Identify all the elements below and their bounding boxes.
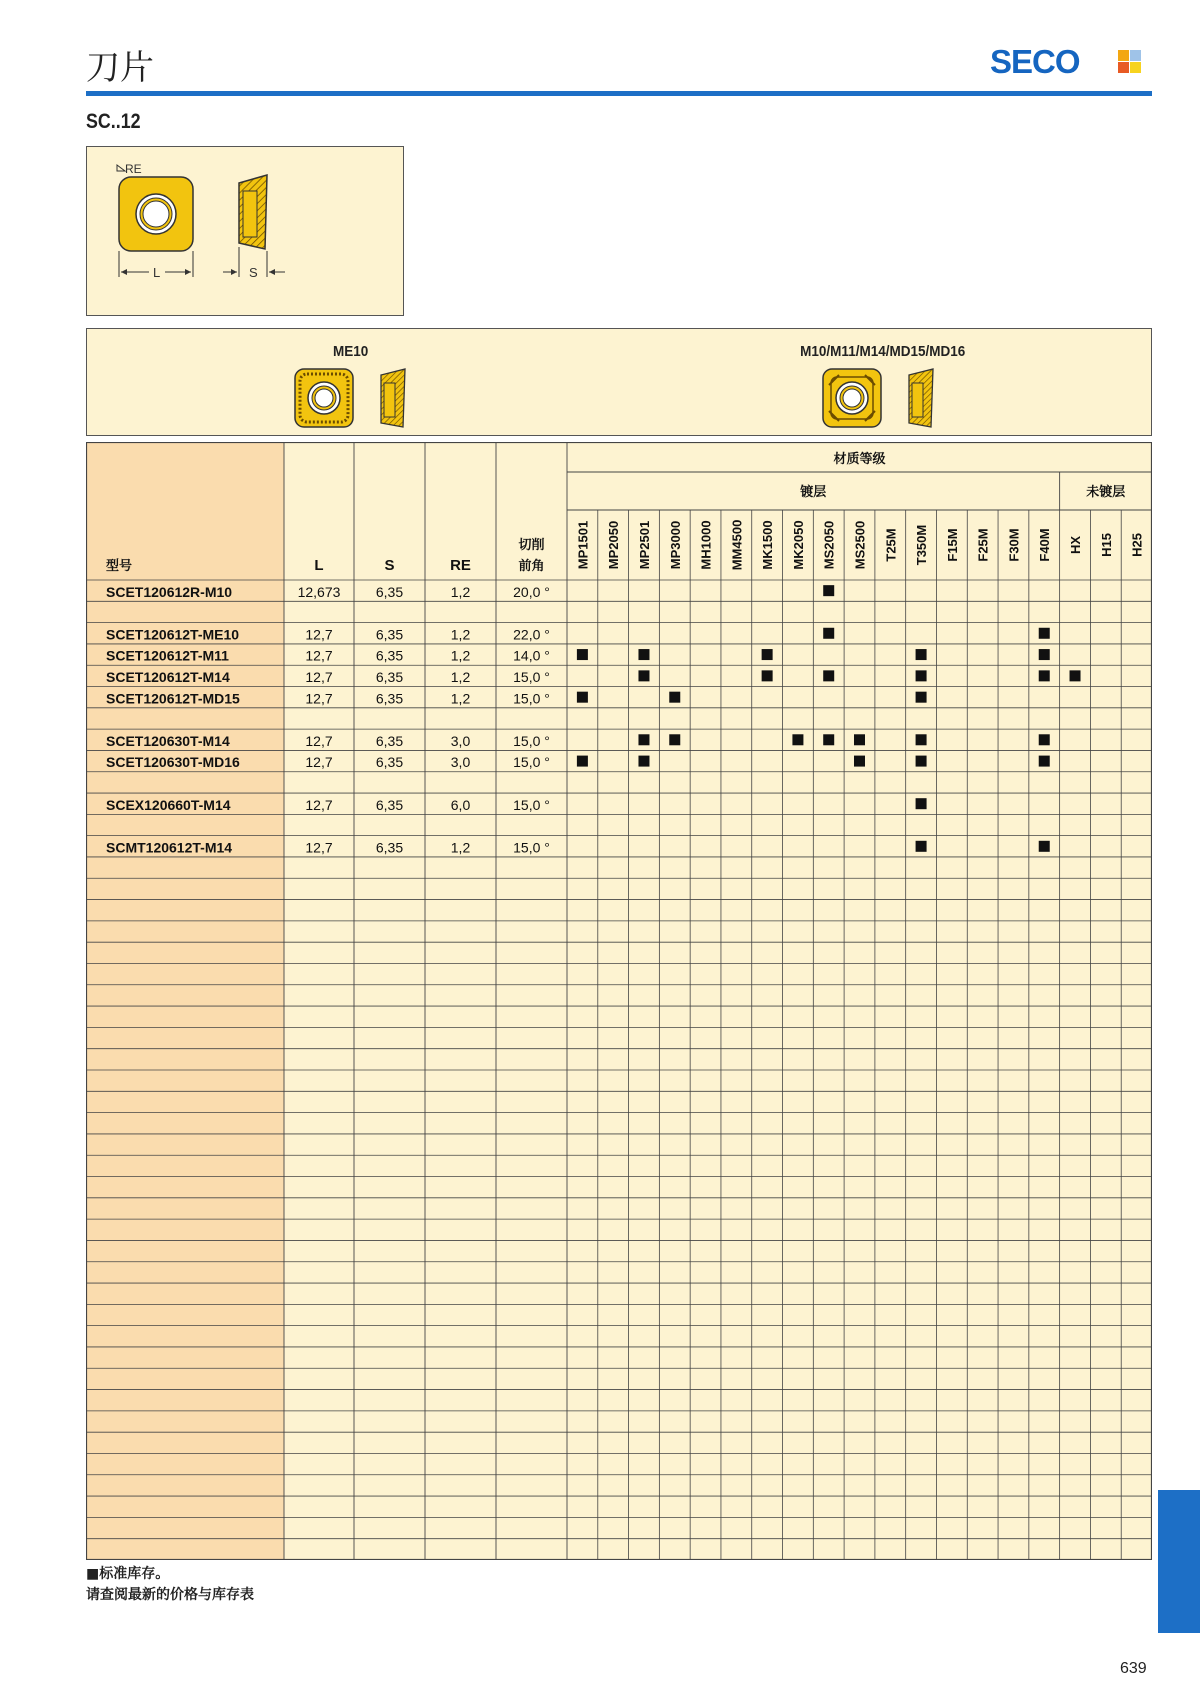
seco-logo: [990, 44, 1150, 80]
grade-header-mk2050: MK2050: [790, 520, 806, 570]
l-cell: 12,7: [305, 732, 333, 749]
re-cell: 1,2: [450, 647, 471, 664]
variant-label-m-series: M10/M11/M14/MD15/MD16: [800, 343, 966, 360]
stock-marker: [638, 670, 649, 681]
model-cell: SCEX120660T-M14: [106, 796, 231, 813]
s-cell: 6,35: [375, 754, 404, 771]
header-l: L: [314, 557, 324, 574]
header-model: 型号: [106, 558, 133, 573]
header-s: S: [384, 557, 395, 574]
header-rule: [86, 91, 1152, 96]
re-cell: 1,2: [450, 583, 471, 600]
l-cell: 12,7: [305, 647, 333, 664]
section-tab: [1158, 1490, 1200, 1633]
header-material-grade: 材质等级: [833, 451, 886, 466]
model-cell: SCET120630T-M14: [106, 732, 230, 749]
model-column-background: [86, 442, 284, 1560]
insert-dimension-drawing: [87, 147, 403, 315]
stock-marker: [1039, 649, 1050, 660]
product-family-title: SC..12: [86, 110, 141, 133]
stock-marker: [1039, 756, 1050, 767]
s-cell: 6,35: [375, 647, 404, 664]
grade-header-mp1501: MP1501: [575, 520, 591, 570]
insert-variants-panel: [86, 328, 1152, 436]
grade-header-hx: HX: [1068, 535, 1084, 555]
stock-marker: [916, 756, 927, 767]
grade-header-mp3000: MP3000: [667, 520, 683, 570]
grade-header-f30m: F30M: [1006, 528, 1022, 562]
stock-marker: [854, 756, 865, 767]
s-cell: 6,35: [375, 669, 404, 686]
angle-cell: 15,0 °: [513, 839, 550, 856]
stock-marker: [762, 670, 773, 681]
l-cell: 12,7: [305, 796, 333, 813]
re-cell: 1,2: [450, 839, 471, 856]
grade-header-h15: H15: [1098, 533, 1114, 557]
stock-marker: [1039, 670, 1050, 681]
grade-header-mk1500: MK1500: [760, 520, 776, 570]
s-cell: 6,35: [375, 796, 404, 813]
l-cell: 12,7: [305, 839, 333, 856]
angle-cell: 14,0 °: [513, 647, 550, 664]
logo-color-squares-icon: [1118, 50, 1142, 74]
stock-marker: [577, 649, 588, 660]
grade-header-t350m: T350M: [914, 524, 930, 566]
stock-legend: ■标准库存。: [86, 1566, 170, 1582]
stock-marker: [916, 841, 927, 852]
angle-cell: 20,0 °: [513, 583, 550, 600]
grade-header-mp2501: MP2501: [636, 520, 652, 570]
stock-marker: [638, 649, 649, 660]
re-label: RE: [125, 162, 142, 176]
re-cell: 1,2: [450, 626, 471, 643]
stock-marker: [792, 734, 803, 745]
stock-marker: [916, 798, 927, 809]
grade-header-f25m: F25M: [975, 528, 991, 562]
header-coated: 镀层: [800, 484, 827, 499]
grade-header-f40m: F40M: [1037, 528, 1053, 562]
l-cell: 12,673: [297, 583, 341, 600]
dimension-diagram: [86, 146, 404, 316]
l-cell: 12,7: [305, 754, 333, 771]
s-cell: 6,35: [375, 583, 404, 600]
logo-text: SECO: [990, 43, 1080, 80]
price-note: 请查阅最新的价格与库存表: [86, 1587, 254, 1603]
model-cell: SCET120612T-M14: [106, 669, 230, 686]
stock-marker: [916, 734, 927, 745]
me10-insert-icon: [293, 367, 423, 433]
stock-marker: [669, 692, 680, 703]
s-cell: 6,35: [375, 690, 404, 707]
grade-table: [86, 442, 1152, 1560]
s-cell: 6,35: [375, 839, 404, 856]
angle-cell: 15,0 °: [513, 732, 550, 749]
stock-marker: [916, 692, 927, 703]
re-cell: 3,0: [450, 754, 471, 771]
model-cell: SCET120612T-MD15: [106, 690, 240, 707]
stock-marker: [854, 734, 865, 745]
stock-marker: [1070, 670, 1081, 681]
model-cell: SCET120612T-M11: [106, 647, 229, 664]
stock-marker: [638, 756, 649, 767]
stock-marker: [823, 628, 834, 639]
stock-marker: [762, 649, 773, 660]
page-number: 639: [1120, 1660, 1147, 1677]
l-label: L: [153, 265, 161, 280]
page-title: 刀片: [86, 48, 154, 88]
grade-header-mh1000: MH1000: [698, 520, 714, 570]
stock-marker: [823, 585, 834, 596]
l-cell: 12,7: [305, 669, 333, 686]
stock-marker: [823, 670, 834, 681]
grade-header-t25m: T25M: [883, 528, 899, 562]
grade-header-mm4500: MM4500: [729, 519, 745, 571]
model-cell: SCMT120612T-M14: [106, 839, 233, 856]
angle-cell: 15,0 °: [513, 754, 550, 771]
angle-cell: 15,0 °: [513, 690, 550, 707]
stock-marker: [916, 649, 927, 660]
grade-header-f15m: F15M: [944, 528, 960, 562]
grade-header-ms2050: MS2050: [821, 520, 837, 570]
m-series-insert-icon: [821, 367, 951, 433]
stock-marker: [577, 692, 588, 703]
stock-marker: [577, 756, 588, 767]
angle-cell: 15,0 °: [513, 796, 550, 813]
re-cell: 6,0: [450, 796, 471, 813]
re-cell: 3,0: [450, 732, 471, 749]
stock-marker: [823, 734, 834, 745]
s-cell: 6,35: [375, 626, 404, 643]
grade-header-mp2050: MP2050: [606, 520, 622, 570]
variant-label-me10: ME10: [332, 343, 369, 360]
model-cell: SCET120612R-M10: [106, 583, 233, 600]
stock-marker: [638, 734, 649, 745]
stock-marker: [669, 734, 680, 745]
grade-header-h25: H25: [1129, 533, 1145, 557]
re-cell: 1,2: [450, 690, 471, 707]
angle-cell: 22,0 °: [513, 626, 550, 643]
l-cell: 12,7: [305, 690, 333, 707]
s-cell: 6,35: [375, 732, 404, 749]
header-angle-line2: 前角: [518, 558, 545, 573]
header-re: RE: [450, 557, 471, 574]
stock-marker: [1039, 841, 1050, 852]
re-cell: 1,2: [450, 669, 471, 686]
angle-cell: 15,0 °: [513, 669, 550, 686]
grade-header-ms2500: MS2500: [852, 520, 868, 570]
stock-marker: [1039, 628, 1050, 639]
stock-marker: [1039, 734, 1050, 745]
stock-marker: [916, 670, 927, 681]
header-angle-line1: 切削: [518, 537, 545, 552]
model-cell: SCET120630T-MD16: [106, 754, 240, 771]
s-label: S: [249, 265, 258, 280]
header-uncoated: 未镀层: [1086, 484, 1126, 499]
l-cell: 12,7: [305, 626, 333, 643]
model-cell: SCET120612T-ME10: [106, 626, 240, 643]
